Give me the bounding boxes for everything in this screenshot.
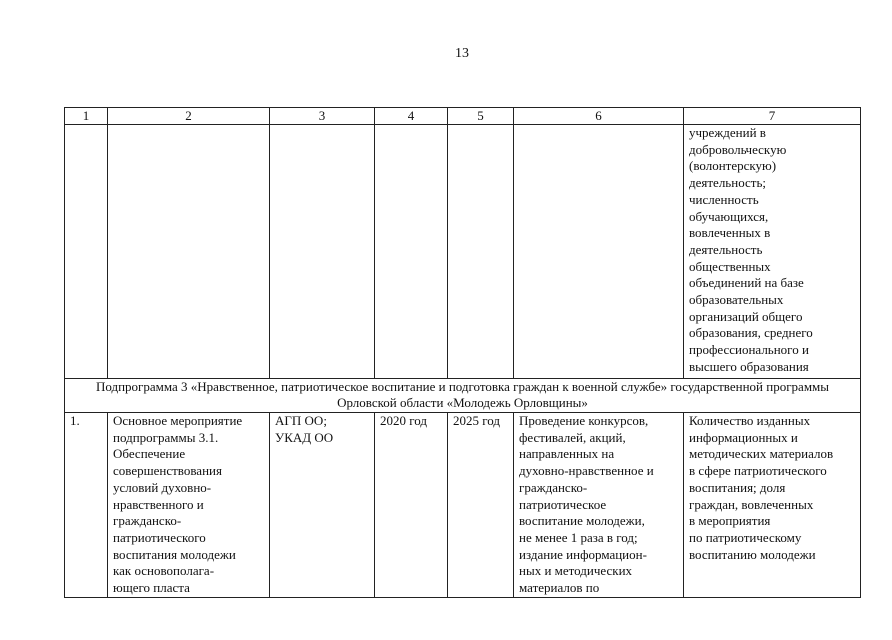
header-cell-5: 5 — [448, 108, 514, 125]
activity-name-cell — [108, 413, 270, 598]
header-cell-7: 7 — [684, 108, 861, 125]
indicators-continuation-cell — [684, 125, 861, 379]
header-cell-4: 4 — [375, 108, 448, 125]
activity-name: Основное мероприятие подпрограммы 3.1. Обеспечение совершенствования условий духовно- нравственного и гражданско- патриотического воспитания молодежи как основополага- ющего пласта — [113, 413, 243, 596]
empty-cell — [270, 125, 375, 379]
header-cell-3: 3 — [270, 108, 375, 125]
table-row-activity — [65, 413, 861, 598]
empty-cell — [65, 125, 108, 379]
page-number: 13 — [455, 46, 469, 61]
executor-cell — [270, 413, 375, 598]
table-row-continuation — [65, 125, 861, 379]
activity-content: Проведение конкурсов, фестивалей, акций, направленных на духовно-нравственное и гражданско- патриотическое воспитание молодежи, не менее 1 раза в год; издание информацион- ных и методических материалов по — [519, 413, 654, 596]
empty-cell — [108, 125, 270, 379]
program-table — [64, 107, 861, 598]
end-year-cell — [448, 413, 514, 598]
row-number-cell — [65, 413, 108, 598]
header-cell-6: 6 — [514, 108, 684, 125]
indicators: Количество изданных информационных и методических материалов в сфере патриотического воспитания; доля граждан, вовлеченных в мероприятия по патриотическому воспитанию молодежи — [689, 413, 834, 562]
empty-cell — [375, 125, 448, 379]
empty-cell — [514, 125, 684, 379]
empty-cell — [448, 125, 514, 379]
row-number: 1. — [70, 413, 80, 428]
indicators-continuation-text: учреждений в добровольческую (волонтерскую) деятельность; численность обучающихся, вовлеченных в деятельность общественных объединений на базе образовательных организаций общего образования, среднего профессионального и высшего образования — [689, 125, 813, 374]
end-year: 2025 год — [453, 413, 500, 428]
header-cell-2: 2 — [108, 108, 270, 125]
table-header-row — [65, 108, 861, 125]
subprogram-heading: Подпрограмма 3 «Нравственное, патриотическое воспитание и подготовка граждан к военной службе» государственной программы Орловской области «Молодежь Орловщины» — [65, 379, 861, 413]
start-year-cell — [375, 413, 448, 598]
header-cell-1: 1 — [65, 108, 108, 125]
start-year: 2020 год — [380, 413, 427, 428]
indicators-cell — [684, 413, 861, 598]
activity-content-cell — [514, 413, 684, 598]
subprogram-heading-row — [65, 379, 861, 413]
executor: АГП ОО; УКАД ОО — [275, 413, 334, 445]
